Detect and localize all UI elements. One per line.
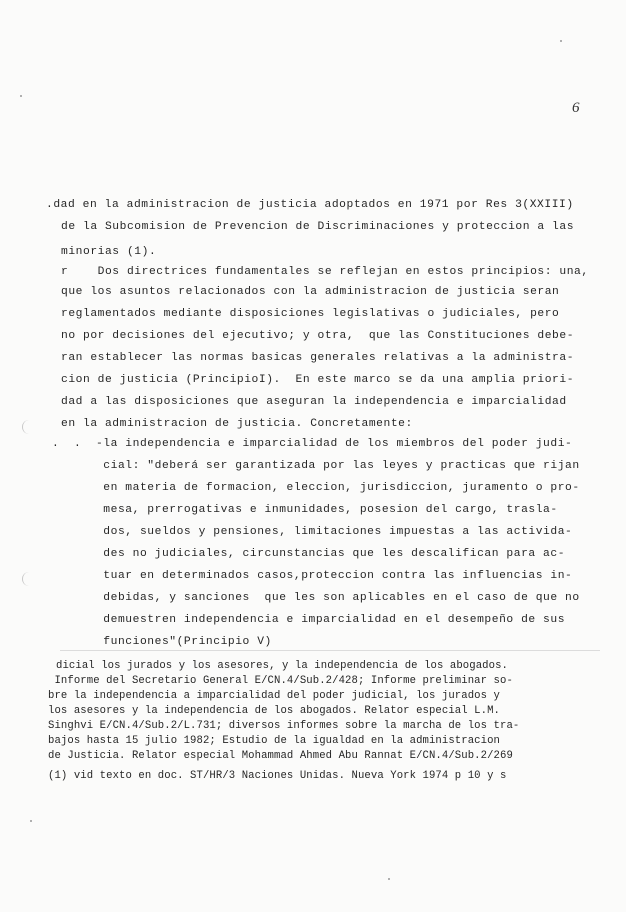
scan-speck (30, 820, 32, 822)
body-line: de la Subcomision de Prevencion de Discriminaciones y proteccion a las (61, 221, 575, 233)
footnote-line: dicial los jurados y los asesores, y la independencia de los abogados. (56, 660, 509, 672)
body-line: minorias (1). (61, 246, 157, 258)
body-line: des no judiciales, circunstancias que les descalifican para ac- (52, 548, 566, 560)
body-line: dad a las disposiciones que aseguran la independencia e imparcialidad (61, 396, 567, 408)
body-line: que los asuntos relacionados con la administracion de justicia seran (61, 286, 560, 298)
punch-hole-mark (22, 420, 33, 434)
footnote-line: Singhvi E/CN.4/Sub.2/L.731; diversos informes sobre la marcha de los tra- (48, 720, 520, 732)
body-line: demuestren independencia e imparcialidad en el desempeño de sus (52, 614, 566, 626)
body-line: en la administracion de justicia. Concretamente: (61, 418, 413, 430)
body-line: cion de justicia (PrincipioI). En este marco se da una amplia priori- (61, 374, 575, 386)
body-line: ran establecer las normas basicas generales relativas a la administra- (61, 352, 575, 364)
scan-speck (560, 40, 562, 42)
body-line: .dad en la administracion de justicia adoptados en 1971 por Res 3(XXIII) (46, 199, 574, 211)
footnote-separator (60, 650, 600, 651)
punch-hole-mark (22, 572, 33, 586)
body-line: en materia de formacion, eleccion, jurisdiccion, juramento o pro- (52, 482, 580, 494)
body-line: . . -la independencia e imparcialidad de los miembros del poder judi- (52, 438, 573, 450)
body-line: dos, sueldos y pensiones, limitaciones impuestas a las activida- (52, 526, 573, 538)
body-line: mesa, prerrogativas e inmunidades, posesion del cargo, trasla- (52, 504, 558, 516)
footnote-line: de Justicia. Relator especial Mohammad Ahmed Abu Rannat E/CN.4/Sub.2/269 (48, 750, 513, 762)
footnote-line: los asesores y la independencia de los abogados. Relator especial L.M. (48, 705, 501, 717)
page-number: 6 (572, 100, 580, 116)
body-line: funciones"(Principio V) (52, 636, 272, 648)
footnote-line: bajos hasta 15 julio 1982; Estudio de la igualdad en la administracion (48, 735, 501, 747)
scan-speck (20, 95, 22, 97)
scan-speck (388, 878, 390, 880)
body-line: no por decisiones del ejecutivo; y otra, que las Constituciones debe- (61, 330, 575, 342)
body-line: debidas, y sanciones que les son aplicables en el caso de que no (52, 592, 580, 604)
citation-footnote: (1) vid texto en doc. ST/HR/3 Naciones Unidas. Nueva York 1974 p 10 y s (48, 770, 507, 782)
body-line: reglamentados mediante disposiciones legislativas o judiciales, pero (61, 308, 560, 320)
body-line: r Dos directrices fundamentales se reflejan en estos principios: una, (61, 266, 589, 278)
footnote-line: Informe del Secretario General E/CN.4/Sub.2/428; Informe preliminar so- (48, 675, 513, 687)
body-line: cial: "deberá ser garantizada por las leyes y practicas que rijan (52, 460, 580, 472)
body-line: tuar en determinados casos,proteccion contra las influencias in- (52, 570, 573, 582)
footnote-line: bre la independencia a imparcialidad del poder judicial, los jurados y (48, 690, 501, 702)
